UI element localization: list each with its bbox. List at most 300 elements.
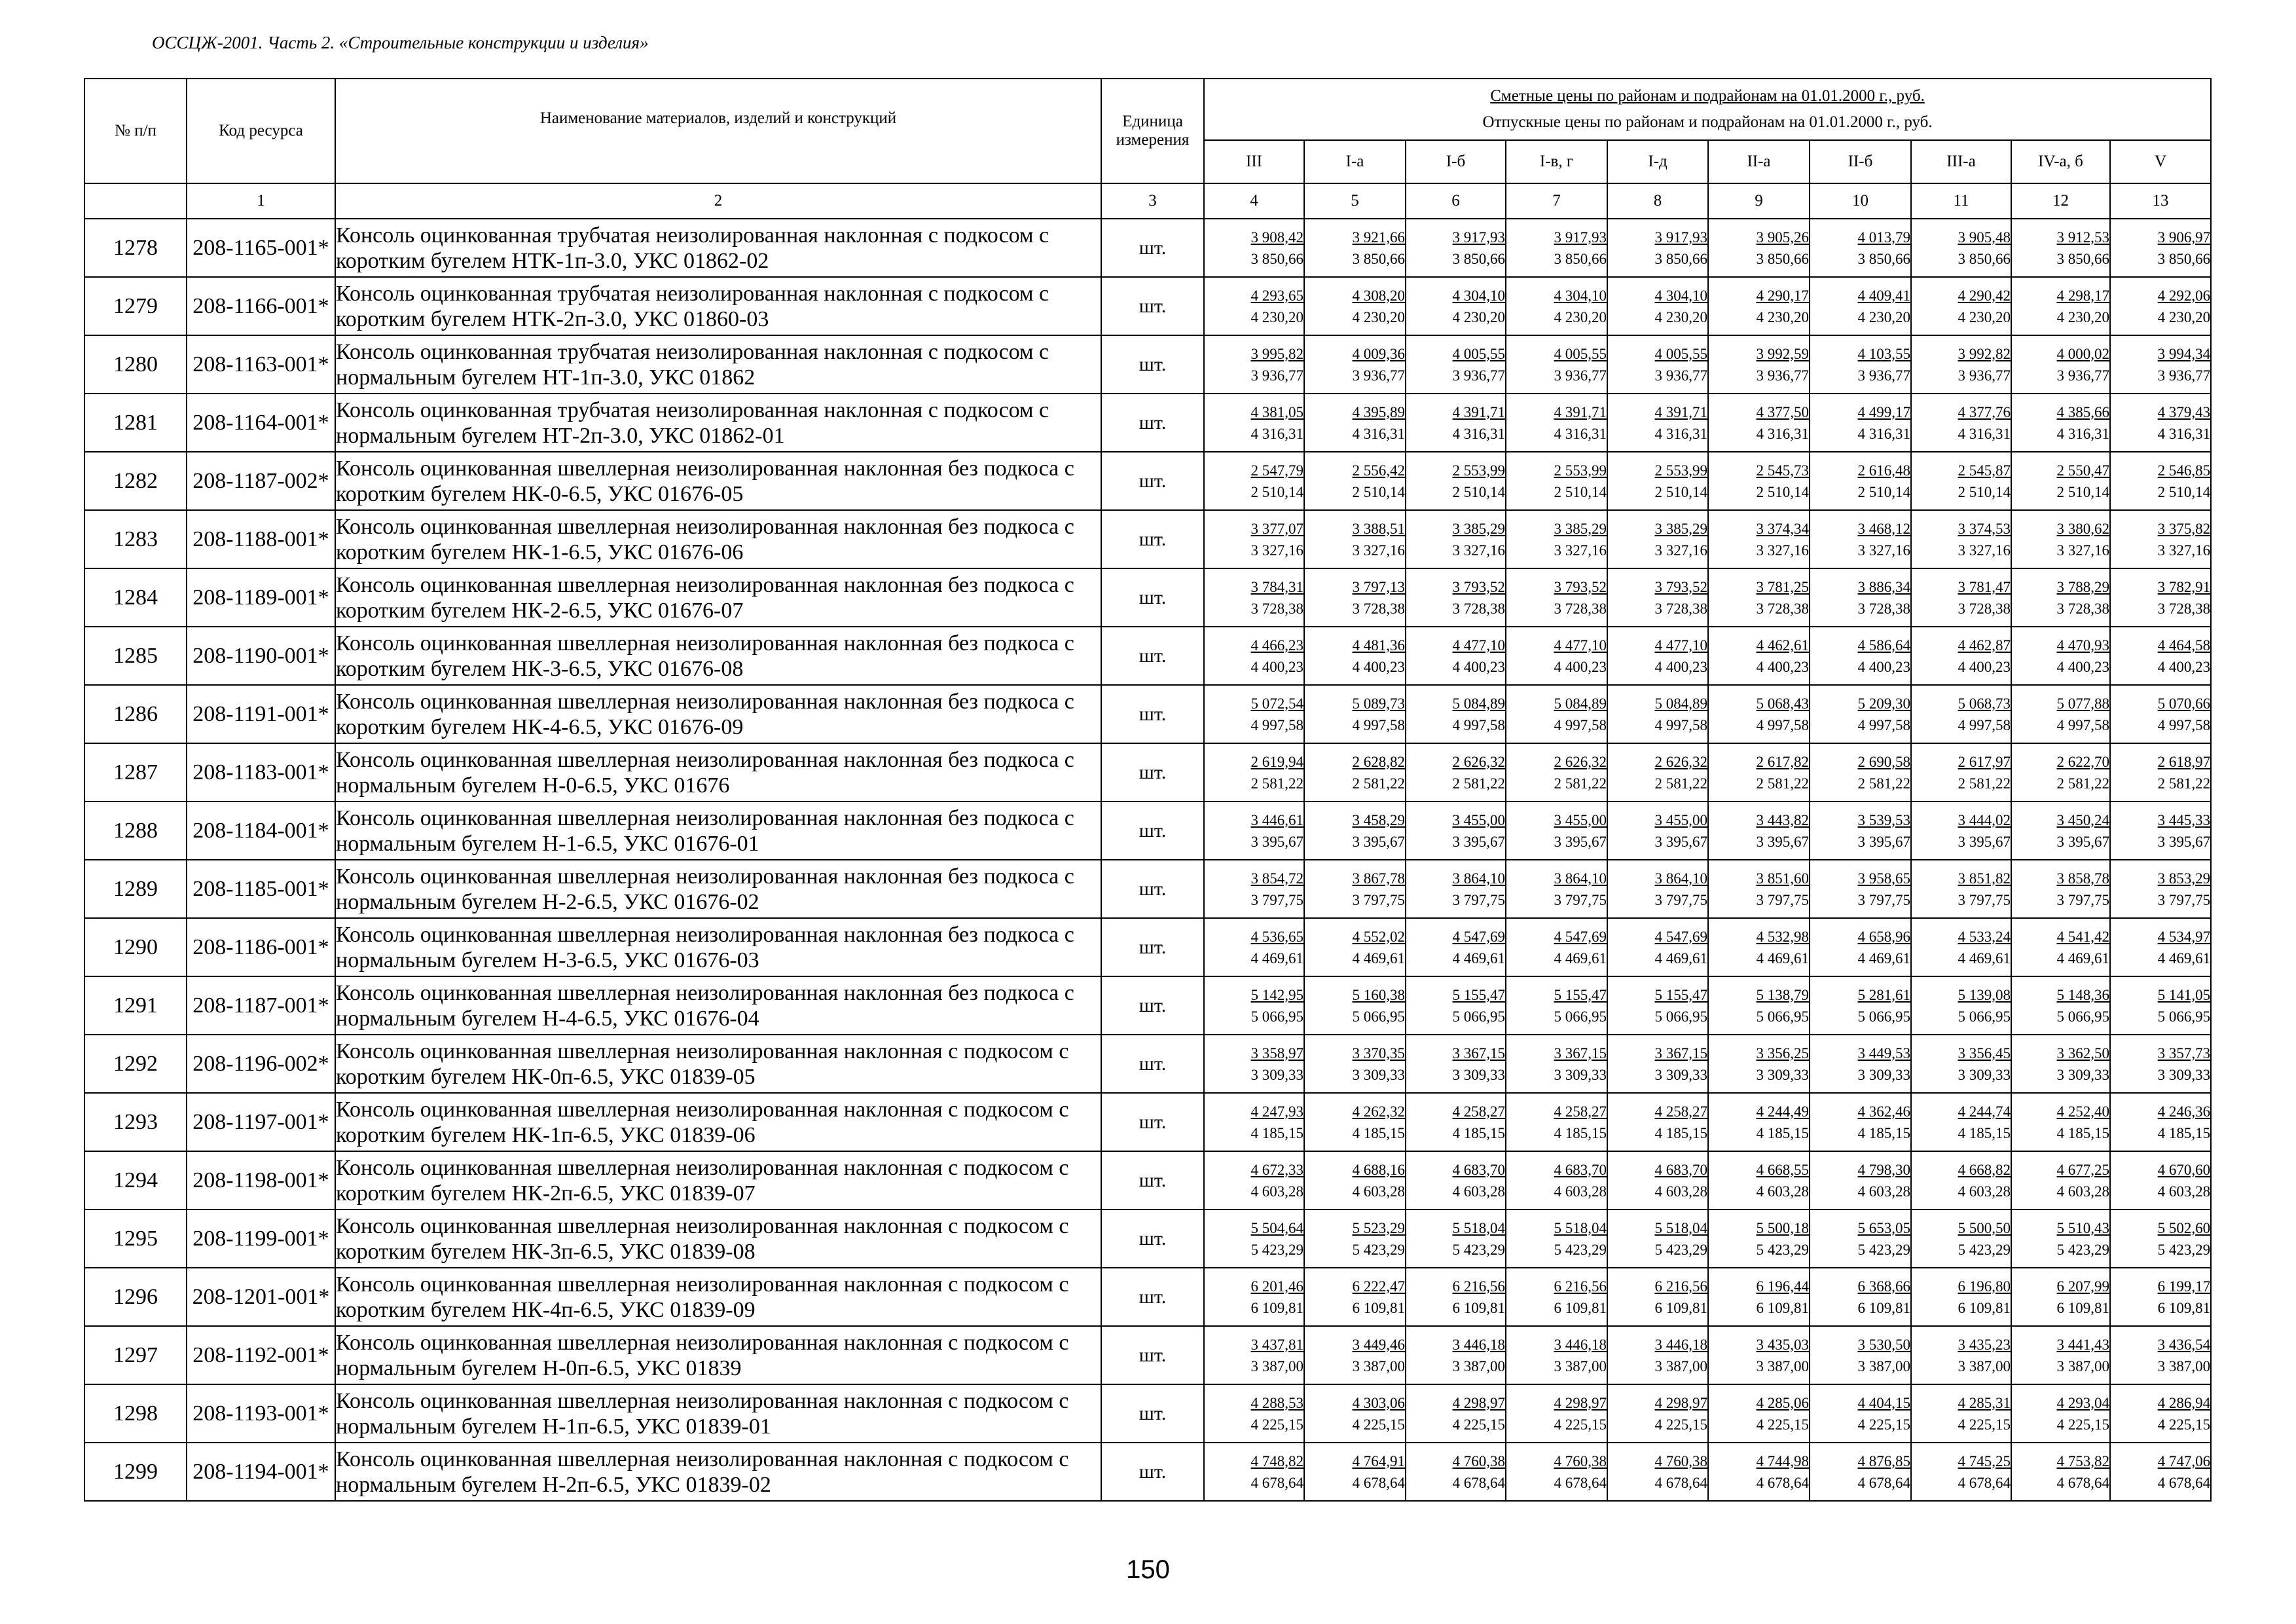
- price-cell: [1406, 627, 1506, 685]
- release-price: 4 603,28: [2056, 1183, 2109, 1200]
- price-cell: [1506, 394, 1607, 452]
- price-cell: [2110, 568, 2211, 627]
- release-price: 3 797,75: [1756, 891, 1809, 908]
- release-price: 5 066,95: [1352, 1008, 1405, 1025]
- price-cell: [1810, 1209, 1911, 1268]
- release-price: 2 510,14: [1756, 483, 1809, 500]
- price-cell: [2011, 452, 2110, 510]
- row-number: 1281: [84, 394, 187, 452]
- estimate-price: 4 547,69: [1554, 928, 1607, 945]
- price-cell: [1506, 568, 1607, 627]
- estimate-price: 4 288,53: [1250, 1394, 1303, 1411]
- estimate-price: 3 362,50: [2056, 1044, 2109, 1061]
- release-price: 4 678,64: [2056, 1474, 2109, 1491]
- estimate-price: 3 374,34: [1756, 520, 1809, 537]
- price-cell: [2110, 277, 2211, 335]
- header-name: Наименование материалов, изделий и конструкций: [335, 79, 1101, 183]
- release-price: 3 327,16: [1958, 542, 2011, 559]
- release-price: 5 423,29: [1654, 1241, 1707, 1258]
- estimate-price: 4 258,27: [1654, 1103, 1707, 1120]
- release-price: 3 797,75: [2056, 891, 2109, 908]
- release-price: 2 510,14: [1250, 483, 1303, 500]
- release-price: 4 230,20: [1452, 308, 1505, 325]
- release-price: 3 327,16: [1554, 542, 1607, 559]
- estimate-price: 3 908,42: [1250, 229, 1303, 246]
- price-cell: [2110, 860, 2211, 918]
- price-cell: [1810, 743, 1911, 802]
- estimate-price: 4 377,76: [1958, 403, 2011, 420]
- page-number: 150: [1126, 1555, 1170, 1584]
- row-number: 1284: [84, 568, 187, 627]
- estimate-price: 5 084,89: [1452, 695, 1505, 712]
- table-row: [84, 743, 2211, 802]
- price-cell: [1304, 1443, 1406, 1501]
- price-cell: [1406, 219, 1506, 277]
- column-number: 3: [1101, 183, 1204, 219]
- estimate-price: 4 285,06: [1756, 1394, 1809, 1411]
- release-price: 4 316,31: [1857, 425, 1910, 442]
- release-price: 3 309,33: [2157, 1066, 2211, 1083]
- price-cell: [1911, 510, 2011, 568]
- release-price: 4 230,20: [1958, 308, 2011, 325]
- price-cell: [2110, 394, 2211, 452]
- release-price: 4 230,20: [1857, 308, 1910, 325]
- release-price: 4 225,15: [1352, 1416, 1405, 1433]
- price-cell: [1406, 1326, 1506, 1384]
- release-price: 4 400,23: [2157, 658, 2211, 675]
- estimate-price: 4 683,70: [1654, 1161, 1707, 1178]
- row-number: 1278: [84, 219, 187, 277]
- table-row: [84, 335, 2211, 394]
- estimate-price: 3 445,33: [2157, 811, 2211, 828]
- release-price: 3 728,38: [1857, 600, 1910, 617]
- release-price: 4 603,28: [1452, 1183, 1505, 1200]
- estimate-price: 4 362,46: [1857, 1103, 1910, 1120]
- estimate-price: 4 533,24: [1958, 928, 2011, 945]
- estimate-price: 2 553,99: [1452, 462, 1505, 479]
- release-price: 4 185,15: [1352, 1124, 1405, 1141]
- release-price: 4 316,31: [1756, 425, 1809, 442]
- estimate-price: 4 547,69: [1654, 928, 1707, 945]
- price-cell: [2011, 1035, 2110, 1093]
- estimate-price: 4 547,69: [1452, 928, 1505, 945]
- estimate-price: 4 292,06: [2157, 287, 2211, 304]
- estimate-price: 2 553,99: [1554, 462, 1607, 479]
- release-price: 3 327,16: [1250, 542, 1303, 559]
- estimate-price: 3 380,62: [2056, 520, 2109, 537]
- price-cell: [1810, 976, 1911, 1035]
- release-price: 3 309,33: [1352, 1066, 1405, 1083]
- estimate-price: 3 443,82: [1756, 811, 1809, 828]
- region-header: I-в, г: [1506, 140, 1607, 183]
- release-price: 3 387,00: [1452, 1357, 1505, 1375]
- unit: шт.: [1101, 1326, 1204, 1384]
- estimate-price: 5 155,47: [1654, 986, 1707, 1003]
- price-cell: [1607, 510, 1708, 568]
- row-number: 1292: [84, 1035, 187, 1093]
- estimate-price: 4 304,10: [1452, 287, 1505, 304]
- column-number: 2: [335, 183, 1101, 219]
- estimate-price: 4 290,17: [1756, 287, 1809, 304]
- release-price: 3 936,77: [2056, 367, 2109, 384]
- estimate-price: 3 905,48: [1958, 229, 2011, 246]
- release-price: 2 581,22: [1250, 775, 1303, 792]
- estimate-price: 5 139,08: [1958, 986, 2011, 1003]
- estimate-price: 4 470,93: [2056, 637, 2109, 654]
- estimate-price: 3 851,82: [1958, 870, 2011, 887]
- price-cell: [1607, 452, 1708, 510]
- estimate-price: 3 917,93: [1452, 229, 1505, 246]
- price-cell: [2011, 1151, 2110, 1209]
- release-price: 4 400,23: [1654, 658, 1707, 675]
- estimate-price: 3 864,10: [1554, 870, 1607, 887]
- release-price: 3 850,66: [1452, 250, 1505, 267]
- price-cell: [2011, 743, 2110, 802]
- release-price: 3 327,16: [2056, 542, 2109, 559]
- table-row: [84, 976, 2211, 1035]
- release-price: 3 797,75: [1958, 891, 2011, 908]
- release-price: 5 423,29: [1352, 1241, 1405, 1258]
- estimate-price: 3 435,23: [1958, 1336, 2011, 1353]
- estimate-price: 4 677,25: [2056, 1161, 2109, 1178]
- estimate-price: 3 455,00: [1452, 811, 1505, 828]
- estimate-price: 3 367,15: [1654, 1044, 1707, 1061]
- estimate-price: 5 500,18: [1756, 1219, 1809, 1236]
- estimate-price: 4 298,17: [2056, 287, 2109, 304]
- release-price: 3 728,38: [1554, 600, 1607, 617]
- release-price: 3 850,66: [1250, 250, 1303, 267]
- estimate-price: 4 258,27: [1452, 1103, 1505, 1120]
- release-price: 3 395,67: [1857, 833, 1910, 850]
- price-cell: [1911, 1035, 2011, 1093]
- price-cell: [2110, 1268, 2211, 1326]
- release-price: 3 387,00: [1352, 1357, 1405, 1375]
- release-price: 4 230,20: [1250, 308, 1303, 325]
- estimate-price: 6 216,56: [1452, 1278, 1505, 1295]
- estimate-price: 2 553,99: [1654, 462, 1707, 479]
- estimate-price: 5 518,04: [1554, 1219, 1607, 1236]
- release-price: 3 395,67: [2157, 833, 2211, 850]
- release-price: 4 316,31: [1250, 425, 1303, 442]
- price-cell: [1406, 1151, 1506, 1209]
- price-cell: [1204, 802, 1304, 860]
- price-cell: [1506, 685, 1607, 743]
- price-cell: [2110, 1209, 2211, 1268]
- release-price: 3 850,66: [1554, 250, 1607, 267]
- resource-code: 208-1197-001*: [187, 1093, 335, 1151]
- estimate-price: 4 385,66: [2056, 403, 2109, 420]
- item-name: Консоль оцинкованная швеллерная неизолированная наклонная без подкоса с коротким бугелем НК-4-6.5, УКС 01676-09: [335, 685, 1101, 743]
- release-price: 3 936,77: [1756, 367, 1809, 384]
- release-price: 4 469,61: [1654, 950, 1707, 967]
- estimate-price: 3 886,34: [1857, 578, 1910, 595]
- release-price: 3 395,67: [2056, 833, 2109, 850]
- estimate-price: 4 764,91: [1352, 1452, 1405, 1469]
- price-cell: [1506, 802, 1607, 860]
- release-price: 4 225,15: [1250, 1416, 1303, 1433]
- item-name: Консоль оцинкованная швеллерная неизолированная наклонная с подкосом с коротким бугелем НК-3п-6.5, УКС 01839-08: [335, 1209, 1101, 1268]
- release-price: 4 400,23: [1958, 658, 2011, 675]
- price-cell: [1708, 1384, 1810, 1443]
- price-cell: [1911, 743, 2011, 802]
- estimate-price: 3 356,45: [1958, 1044, 2011, 1061]
- estimate-price: 4 308,20: [1352, 287, 1405, 304]
- price-cell: [2110, 743, 2211, 802]
- estimate-price: 4 683,70: [1452, 1161, 1505, 1178]
- price-cell: [1406, 860, 1506, 918]
- release-price: 4 469,61: [1958, 950, 2011, 967]
- unit: шт.: [1101, 219, 1204, 277]
- price-cell: [1406, 1443, 1506, 1501]
- price-cell: [1708, 452, 1810, 510]
- estimate-price: 4 391,71: [1452, 403, 1505, 420]
- resource-code: 208-1187-001*: [187, 976, 335, 1035]
- release-price: 4 469,61: [1857, 950, 1910, 967]
- estimate-price: 3 367,15: [1452, 1044, 1505, 1061]
- estimate-price: 4 477,10: [1452, 637, 1505, 654]
- price-cell: [2110, 802, 2211, 860]
- item-name: Консоль оцинкованная швеллерная неизолированная наклонная с подкосом с нормальным бугелем Н-0п-6.5, УКС 01839: [335, 1326, 1101, 1384]
- price-cell: [1204, 219, 1304, 277]
- price-cell: [1506, 1093, 1607, 1151]
- release-price: 2 581,22: [1958, 775, 2011, 792]
- region-header: I-а: [1304, 140, 1406, 183]
- row-number: 1290: [84, 918, 187, 976]
- estimate-price: 4 404,15: [1857, 1394, 1910, 1411]
- release-price: 4 400,23: [1452, 658, 1505, 675]
- estimate-price: 6 368,66: [1857, 1278, 1910, 1295]
- resource-code: 208-1164-001*: [187, 394, 335, 452]
- price-cell: [1810, 1384, 1911, 1443]
- price-cell: [1506, 627, 1607, 685]
- resource-code: 208-1198-001*: [187, 1151, 335, 1209]
- release-price: 2 510,14: [1654, 483, 1707, 500]
- price-cell: [1304, 1093, 1406, 1151]
- price-cell: [1204, 1384, 1304, 1443]
- price-cell: [1304, 627, 1406, 685]
- price-cell: [2110, 918, 2211, 976]
- release-price: 4 316,31: [1958, 425, 2011, 442]
- item-name: Консоль оцинкованная швеллерная неизолированная наклонная с подкосом с коротким бугелем НК-1п-6.5, УКС 01839-06: [335, 1093, 1101, 1151]
- price-cell: [1911, 568, 2011, 627]
- price-cell: [2110, 510, 2211, 568]
- estimate-price: 4 798,30: [1857, 1161, 1910, 1178]
- estimate-price: 4 462,61: [1756, 637, 1809, 654]
- estimate-price: 4 745,25: [1958, 1452, 2011, 1469]
- price-cell: [1204, 1209, 1304, 1268]
- estimate-price: 5 155,47: [1452, 986, 1505, 1003]
- row-number: 1283: [84, 510, 187, 568]
- item-name: Консоль оцинкованная швеллерная неизолированная наклонная без подкоса с нормальным бугелем Н-2-6.5, УКС 01676-02: [335, 860, 1101, 918]
- price-cell: [2011, 627, 2110, 685]
- item-name: Консоль оцинкованная швеллерная неизолированная наклонная без подкоса с коротким бугелем НК-2-6.5, УКС 01676-07: [335, 568, 1101, 627]
- release-price: 3 395,67: [1958, 833, 2011, 850]
- price-cell: [1708, 277, 1810, 335]
- estimate-price: 3 437,81: [1250, 1336, 1303, 1353]
- estimate-price: 3 853,29: [2157, 870, 2211, 887]
- price-cell: [1304, 394, 1406, 452]
- estimate-price: 3 912,53: [2056, 229, 2109, 246]
- release-price: 4 230,20: [1352, 308, 1405, 325]
- release-price: 4 400,23: [1250, 658, 1303, 675]
- running-header: ОССЦЖ-2001. Часть 2. «Строительные конструкции и изделия»: [152, 33, 649, 52]
- estimate-price: 6 216,56: [1554, 1278, 1607, 1295]
- release-price: 4 316,31: [1452, 425, 1505, 442]
- estimate-price: 2 556,42: [1352, 462, 1405, 479]
- price-cell: [1708, 1268, 1810, 1326]
- release-price: 4 603,28: [1554, 1183, 1607, 1200]
- estimate-price: 2 618,97: [2157, 753, 2211, 770]
- resource-code: 208-1188-001*: [187, 510, 335, 568]
- release-price: 4 678,64: [2157, 1474, 2211, 1491]
- price-cell: [2011, 1443, 2110, 1501]
- estimate-price: 4 499,17: [1857, 403, 1910, 420]
- estimate-price: 3 446,18: [1654, 1336, 1707, 1353]
- estimate-price: 6 199,17: [2157, 1278, 2211, 1295]
- estimate-price: 4 477,10: [1654, 637, 1707, 654]
- estimate-price: 3 530,50: [1857, 1336, 1910, 1353]
- release-price: 4 469,61: [1756, 950, 1809, 967]
- release-price: 4 185,15: [2157, 1124, 2211, 1141]
- item-name: Консоль оцинкованная швеллерная неизолированная наклонная без подкоса с нормальным бугелем Н-1-6.5, УКС 01676-01: [335, 802, 1101, 860]
- price-cell: [1911, 1326, 2011, 1384]
- price-cell: [1810, 1268, 1911, 1326]
- estimate-price: 4 005,55: [1452, 345, 1505, 362]
- release-price: 3 309,33: [2056, 1066, 2109, 1083]
- estimate-price: 4 303,06: [1352, 1394, 1405, 1411]
- row-number: 1285: [84, 627, 187, 685]
- release-price: 3 327,16: [1352, 542, 1405, 559]
- price-cell: [1506, 1268, 1607, 1326]
- release-price: 4 185,15: [1756, 1124, 1809, 1141]
- row-number: 1294: [84, 1151, 187, 1209]
- row-number: 1293: [84, 1093, 187, 1151]
- row-number: 1286: [84, 685, 187, 743]
- price-cell: [1607, 1151, 1708, 1209]
- estimate-price: 2 546,85: [2157, 462, 2211, 479]
- estimate-price: 3 539,53: [1857, 811, 1910, 828]
- price-cell: [1810, 1443, 1911, 1501]
- release-price: 2 581,22: [1654, 775, 1707, 792]
- table-row: [84, 1443, 2211, 1501]
- release-price: 4 997,58: [2056, 716, 2109, 733]
- price-cell: [1607, 1035, 1708, 1093]
- price-cell: [1607, 860, 1708, 918]
- release-price: 2 581,22: [1452, 775, 1505, 792]
- price-cell: [2110, 452, 2211, 510]
- release-price: 3 728,38: [1654, 600, 1707, 617]
- resource-code: 208-1191-001*: [187, 685, 335, 743]
- unit: шт.: [1101, 394, 1204, 452]
- release-price: 3 327,16: [1654, 542, 1707, 559]
- estimate-price: 4 658,96: [1857, 928, 1910, 945]
- price-cell: [2011, 510, 2110, 568]
- price-cell: [1506, 918, 1607, 976]
- price-cell: [1204, 860, 1304, 918]
- price-cell: [2011, 1268, 2110, 1326]
- unit: шт.: [1101, 568, 1204, 627]
- estimate-price: 3 450,24: [2056, 811, 2109, 828]
- estimate-price: 3 917,93: [1654, 229, 1707, 246]
- price-cell: [1911, 394, 2011, 452]
- item-name: Консоль оцинкованная швеллерная неизолированная наклонная без подкоса с нормальным бугелем Н-0-6.5, УКС 01676: [335, 743, 1101, 802]
- column-number: 7: [1506, 183, 1607, 219]
- unit: шт.: [1101, 1209, 1204, 1268]
- estimate-price: 3 436,54: [2157, 1336, 2211, 1353]
- estimate-price: 3 441,43: [2056, 1336, 2109, 1353]
- estimate-price: 5 518,04: [1452, 1219, 1505, 1236]
- estimate-price: 2 619,94: [1250, 753, 1303, 770]
- resource-code: 208-1199-001*: [187, 1209, 335, 1268]
- estimate-price: 5 500,50: [1958, 1219, 2011, 1236]
- price-cell: [1406, 918, 1506, 976]
- estimate-price: 3 385,29: [1452, 520, 1505, 537]
- release-price: 3 395,67: [1352, 833, 1405, 850]
- estimate-price: 2 626,32: [1654, 753, 1707, 770]
- release-price: 4 225,15: [1554, 1416, 1607, 1433]
- release-price: 4 469,61: [2157, 950, 2211, 967]
- price-cell: [1708, 976, 1810, 1035]
- price-cell: [1406, 394, 1506, 452]
- release-price: 4 225,15: [1857, 1416, 1910, 1433]
- price-cell: [1304, 1268, 1406, 1326]
- estimate-price: 4 747,06: [2157, 1452, 2211, 1469]
- estimate-price: 3 435,03: [1756, 1336, 1809, 1353]
- release-price: 3 395,67: [1756, 833, 1809, 850]
- price-cell: [1506, 743, 1607, 802]
- release-price: 4 225,15: [2056, 1416, 2109, 1433]
- price-cell: [2011, 1093, 2110, 1151]
- estimate-price: 5 523,29: [1352, 1219, 1405, 1236]
- table-row: [84, 1384, 2211, 1443]
- estimate-price: 4 000,02: [2056, 345, 2109, 362]
- price-cell: [1506, 1151, 1607, 1209]
- estimate-price: 3 864,10: [1654, 870, 1707, 887]
- price-cell: [2011, 219, 2110, 277]
- estimate-price: 4 286,94: [2157, 1394, 2211, 1411]
- estimate-price: 3 367,15: [1554, 1044, 1607, 1061]
- price-cell: [1304, 976, 1406, 1035]
- column-number: 4: [1204, 183, 1304, 219]
- estimate-price: 5 502,60: [2157, 1219, 2211, 1236]
- estimate-price: 3 781,25: [1756, 578, 1809, 595]
- release-price: 4 230,20: [2157, 308, 2211, 325]
- estimate-price: 3 793,52: [1554, 578, 1607, 595]
- unit: шт.: [1101, 1151, 1204, 1209]
- estimate-price: 4 541,42: [2056, 928, 2109, 945]
- price-cell: [1911, 277, 2011, 335]
- release-price: 4 185,15: [1250, 1124, 1303, 1141]
- price-cell: [1607, 335, 1708, 394]
- estimate-price: 3 455,00: [1554, 811, 1607, 828]
- price-cell: [1708, 802, 1810, 860]
- release-price: 5 423,29: [1857, 1241, 1910, 1258]
- table-row: [84, 1268, 2211, 1326]
- price-cell: [1406, 1093, 1506, 1151]
- release-price: 3 395,67: [1452, 833, 1505, 850]
- release-price: 3 309,33: [1452, 1066, 1505, 1083]
- estimate-price: 3 793,52: [1452, 578, 1505, 595]
- estimate-price: 5 510,43: [2056, 1219, 2109, 1236]
- estimate-price: 4 536,65: [1250, 928, 1303, 945]
- estimate-price: 3 851,60: [1756, 870, 1809, 887]
- price-cell: [1304, 1035, 1406, 1093]
- release-price: 3 850,66: [1654, 250, 1707, 267]
- release-price: 6 109,81: [2157, 1299, 2211, 1316]
- price-cell: [1304, 335, 1406, 394]
- estimate-price: 5 070,66: [2157, 695, 2211, 712]
- price-cell: [1607, 277, 1708, 335]
